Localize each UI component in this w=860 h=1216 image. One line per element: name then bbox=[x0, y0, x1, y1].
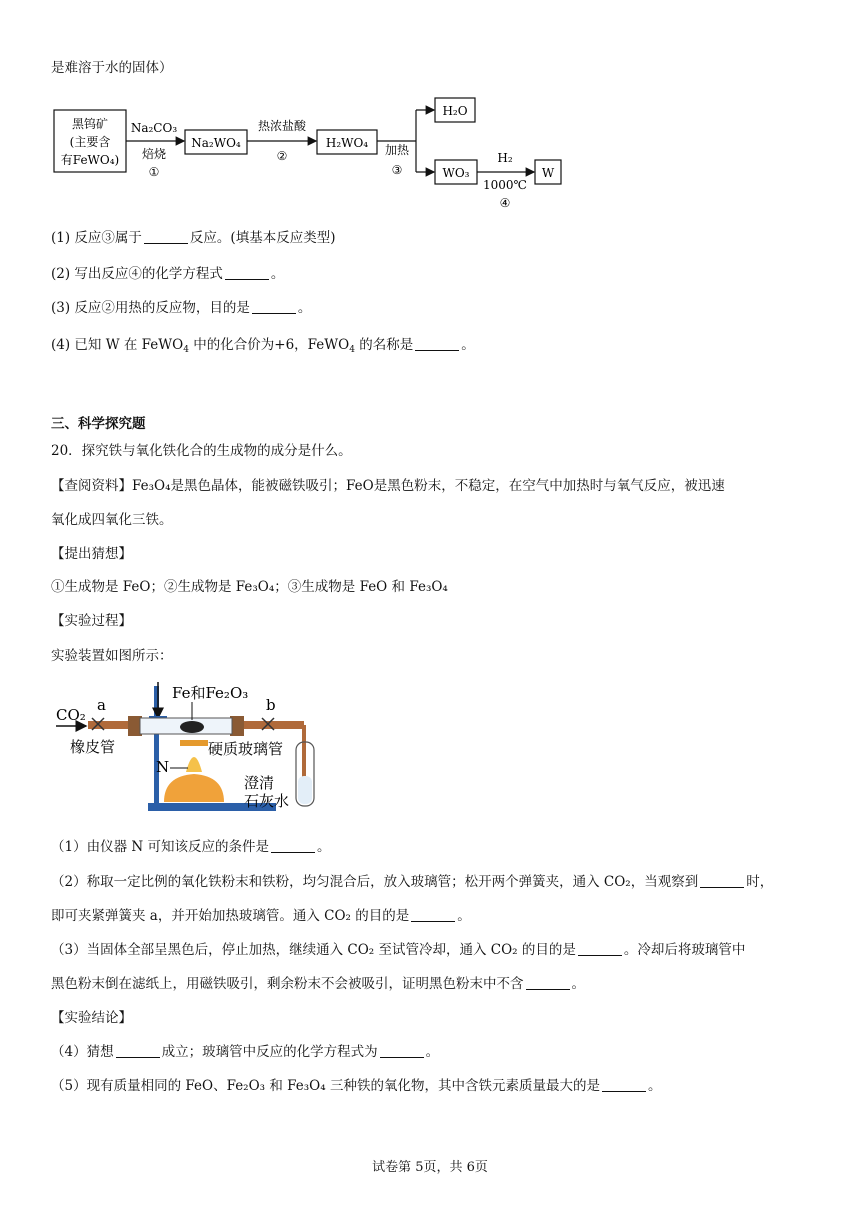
n-label: N bbox=[156, 758, 170, 776]
h2o-label: H₂O bbox=[442, 104, 468, 118]
answer-blank[interactable] bbox=[526, 975, 570, 990]
question-p2-cont: 即可夹紧弹簧夹 a，并开始加热玻璃管。通入 CO₂ 的目的是 。 bbox=[51, 908, 471, 924]
ore-line-2: (主要含 bbox=[69, 135, 111, 149]
q19-part4: (4) 已知 W 在 FeWO$_4$ 中的化合价为+6，FeWO$_4$ 的名称是 。 bbox=[51, 337, 475, 355]
intro-tail: 是难溶于水的固体） bbox=[51, 60, 173, 76]
step3-num: ③ bbox=[391, 163, 403, 177]
step1-num: ① bbox=[148, 165, 160, 179]
question-p4: （4）猜想 成立；玻璃管中反应的化学方程式为 。 bbox=[51, 1044, 440, 1060]
answer-blank[interactable] bbox=[415, 336, 459, 351]
tungsten-flow-diagram bbox=[50, 96, 650, 216]
hypothesis-label: 【提出猜想】 bbox=[51, 546, 132, 562]
h2wo4-label: H₂WO₄ bbox=[325, 136, 369, 150]
glass-tube-label: 硬质玻璃管 bbox=[208, 740, 284, 758]
ore-line-1: 黑钨矿 bbox=[71, 117, 109, 131]
q19-part2: (2) 写出反应④的化学方程式 。 bbox=[51, 266, 285, 282]
w-label: W bbox=[541, 166, 555, 180]
step1-condition: 焙烧 bbox=[141, 147, 167, 161]
question-p3: （3）当固体全部呈黑色后，停止加热，继续通入 CO₂ 至试管冷却，通入 CO₂ 的目的是 。冷却后将玻璃管中 bbox=[51, 942, 746, 958]
answer-blank[interactable] bbox=[380, 1043, 424, 1058]
step2-num: ② bbox=[276, 149, 288, 163]
answer-blank[interactable] bbox=[225, 265, 269, 280]
rubber-tube-label: 橡皮管 bbox=[70, 738, 116, 756]
apparatus-diagram bbox=[52, 680, 342, 820]
reference-info-cont: 氧化成四氧化三铁。 bbox=[51, 512, 173, 528]
answer-blank[interactable] bbox=[411, 907, 455, 922]
ore-line-3: 有FeWO₄) bbox=[60, 153, 120, 167]
answer-blank[interactable] bbox=[578, 941, 622, 956]
conclusion-label: 【实验结论】 bbox=[51, 1010, 132, 1026]
question-p2: （2）称取一定比例的氧化铁粉末和铁粉，均匀混合后，放入玻璃管；松开两个弹簧夹，通入 CO₂，当观察到 时， bbox=[51, 874, 774, 890]
clamp-a-label: a bbox=[97, 696, 106, 714]
limewater-label-1: 澄清 bbox=[244, 774, 275, 792]
procedure-label: 【实验过程】 bbox=[51, 613, 132, 629]
section-title: 三、科学探究题 bbox=[51, 416, 146, 432]
co2-label: CO₂ bbox=[56, 706, 86, 724]
q19-part3: (3) 反应②用热的反应物，目的是 。 bbox=[51, 300, 312, 316]
question-p5: （5）现有质量相同的 FeO、Fe₂O₃ 和 Fe₃O₄ 三种铁的氧化物，其中含铁元素质量最大的是 。 bbox=[51, 1078, 662, 1094]
procedure-text: 实验装置如图所示： bbox=[51, 648, 173, 664]
na2wo4-label: Na₂WO₄ bbox=[191, 136, 241, 150]
answer-blank[interactable] bbox=[271, 838, 315, 853]
step4-num: ④ bbox=[499, 196, 511, 210]
q19-part1: (1) 反应③属于 反应。(填基本反应类型) bbox=[51, 230, 336, 246]
hypothesis-text: ①生成物是 FeO；②生成物是 Fe₃O₄；③生成物是 FeO 和 Fe₃O₄ bbox=[51, 579, 448, 595]
step4-condition: 1000℃ bbox=[483, 178, 527, 192]
wo3-label: WO₃ bbox=[442, 166, 470, 180]
page-footer: 试卷第 5页，共 6页 bbox=[372, 1160, 488, 1175]
reactant-label: Fe和Fe₂O₃ bbox=[172, 684, 249, 702]
answer-blank[interactable] bbox=[700, 873, 744, 888]
answer-blank[interactable] bbox=[116, 1043, 160, 1058]
answer-blank[interactable] bbox=[602, 1077, 646, 1092]
step4-reagent: H₂ bbox=[497, 151, 513, 165]
answer-blank[interactable] bbox=[144, 229, 188, 244]
question-p3-cont: 黑色粉末倒在滤纸上，用磁铁吸引，剩余粉末不会被吸引，证明黑色粉末中不含 。 bbox=[51, 976, 585, 992]
reference-label: 【查阅资料】 bbox=[51, 478, 132, 494]
powder bbox=[180, 721, 204, 733]
step2-reagent: 热浓盐酸 bbox=[257, 119, 307, 133]
reference-info: 【查阅资料】Fe₃O₄是黑色晶体，能被磁铁吸引；FeO是黑色粉末，不稳定，在空气中加热时与氧气反应，被迅速 bbox=[51, 478, 725, 494]
question-p1: （1）由仪器 N 可知该反应的条件是 。 bbox=[51, 839, 331, 855]
limewater-label-2: 石灰水 bbox=[244, 792, 290, 810]
question-20: 20．探究铁与氧化铁化合的生成物的成分是什么。 bbox=[51, 443, 352, 459]
alcohol-burner bbox=[164, 774, 224, 802]
step1-reagent: Na₂CO₃ bbox=[130, 121, 178, 135]
clamp-b-label: b bbox=[266, 696, 276, 714]
answer-blank[interactable] bbox=[252, 299, 296, 314]
step3-condition: 加热 bbox=[384, 143, 410, 157]
